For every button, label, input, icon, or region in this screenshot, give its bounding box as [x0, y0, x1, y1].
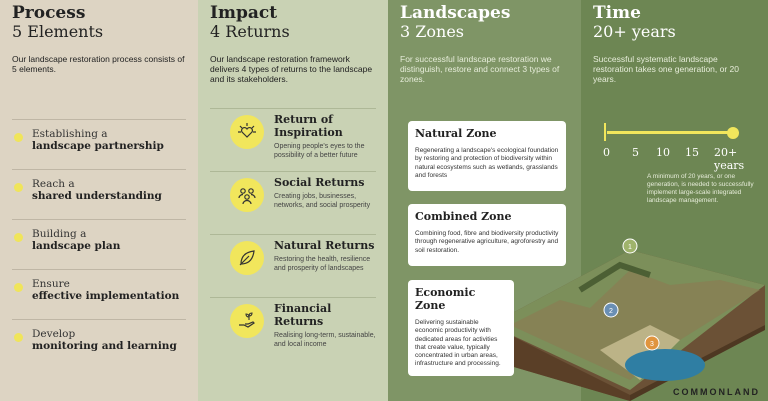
- bullet-dot-icon: [14, 183, 23, 192]
- process-step: [12, 119, 186, 169]
- timeline-label: 10: [656, 146, 670, 159]
- time-note: A minimum of 20 years, or one generation, is needed to successfully implement large-scale integrated landscape management.: [647, 173, 754, 204]
- landscapes-subtitle: 3 Zones: [400, 22, 464, 41]
- timeline-label: 20+ years: [714, 146, 745, 172]
- bullet-dot-icon: [14, 333, 23, 342]
- sun-heart-icon: [230, 115, 264, 149]
- process-step: [12, 269, 186, 319]
- timeline-start-tick: [604, 123, 606, 141]
- returns-list: [210, 108, 376, 360]
- impact-description: Our landscape restoration framework delivers 4 types of returns to the landscape and its stakeholders.: [210, 54, 373, 84]
- bullet-dot-icon: [14, 233, 23, 242]
- zone-marker-label: 3: [650, 341, 654, 348]
- hand-plant-icon: [230, 304, 264, 338]
- zone-marker-label: 1: [628, 244, 632, 251]
- process-step: [12, 219, 186, 269]
- process-column: [0, 0, 198, 401]
- step-prefix: Reach a: [32, 178, 75, 190]
- step-prefix: Develop: [32, 328, 76, 340]
- timeline-bar: [607, 131, 735, 134]
- impact-subtitle: 4 Returns: [210, 22, 290, 41]
- return-item: [210, 171, 376, 234]
- process-title: Process: [12, 3, 86, 23]
- timeline-knob: [727, 127, 739, 139]
- process-description: Our landscape restoration process consists of 5 elements.: [12, 54, 185, 74]
- step-name: shared understanding: [32, 190, 162, 202]
- landscapes-title: Landscapes: [400, 3, 511, 23]
- zone-text: Regenerating a landscape's ecological foundation by restoring and protection of biodiversity within natural ecosystems such as wetlands, grasslands and forests: [415, 147, 559, 179]
- zone-text: Combining food, fibre and biodiversity productivity through regenerative agriculture, agroforestry and soil restoration.: [415, 230, 559, 254]
- zone-card-economic: [408, 280, 514, 376]
- return-text: Creating jobs, businesses, networks, and social prosperity: [274, 193, 371, 209]
- return-item: [210, 108, 376, 171]
- bullet-dot-icon: [14, 133, 23, 142]
- zone-title: Combined Zone: [415, 210, 512, 223]
- time-title: Time: [593, 3, 641, 23]
- timeline-label: 15: [685, 146, 699, 159]
- return-text: Realising long-term, sustainable, and local income: [274, 332, 376, 348]
- people-icon: [230, 178, 264, 212]
- zone-title: Economic Zone: [415, 286, 476, 312]
- time-subtitle: 20+ years: [593, 22, 676, 41]
- brand-logo: COMMONLAND: [673, 387, 760, 397]
- step-name: landscape plan: [32, 240, 121, 252]
- process-step: [12, 319, 186, 369]
- process-steps: [12, 119, 186, 369]
- return-title: Social Returns: [274, 176, 365, 189]
- step-prefix: Ensure: [32, 278, 70, 290]
- bullet-dot-icon: [14, 283, 23, 292]
- return-text: Restoring the health, resilience and prosperity of landscapes: [274, 256, 371, 272]
- step-name: landscape partnership: [32, 140, 164, 152]
- zone-card-natural: [408, 121, 566, 191]
- return-title: Return of Inspiration: [274, 113, 343, 139]
- return-title: Natural Returns: [274, 239, 375, 252]
- timeline-label: 5: [632, 146, 639, 159]
- zone-title: Natural Zone: [415, 127, 497, 140]
- process-subtitle: 5 Elements: [12, 22, 104, 41]
- return-item: [210, 297, 376, 360]
- impact-column: [198, 0, 388, 401]
- timeline-label: 0: [603, 146, 610, 159]
- process-step: [12, 169, 186, 219]
- return-text: Opening people's eyes to the possibility of a better future: [274, 143, 365, 159]
- landscapes-description: For successful landscape restoration we distinguish, restore and connect 3 types of zones.: [400, 54, 560, 84]
- return-item: [210, 234, 376, 297]
- step-name: effective implementation: [32, 290, 180, 302]
- impact-title: Impact: [210, 3, 278, 23]
- step-name: monitoring and learning: [32, 340, 177, 352]
- return-title: Financial Returns: [274, 302, 332, 328]
- step-prefix: Establishing a: [32, 128, 108, 140]
- zone-marker-label: 2: [609, 308, 613, 315]
- step-prefix: Building a: [32, 228, 87, 240]
- time-description: Successful systematic landscape restoration takes one generation, or 20 years.: [593, 54, 740, 84]
- leaf-icon: [230, 241, 264, 275]
- zone-card-combined: [408, 204, 566, 266]
- zone-text: Delivering sustainable economic productivity with dedicated areas for activities that create value, typically concentrated in urban areas, infrastructure and processing.: [415, 319, 501, 368]
